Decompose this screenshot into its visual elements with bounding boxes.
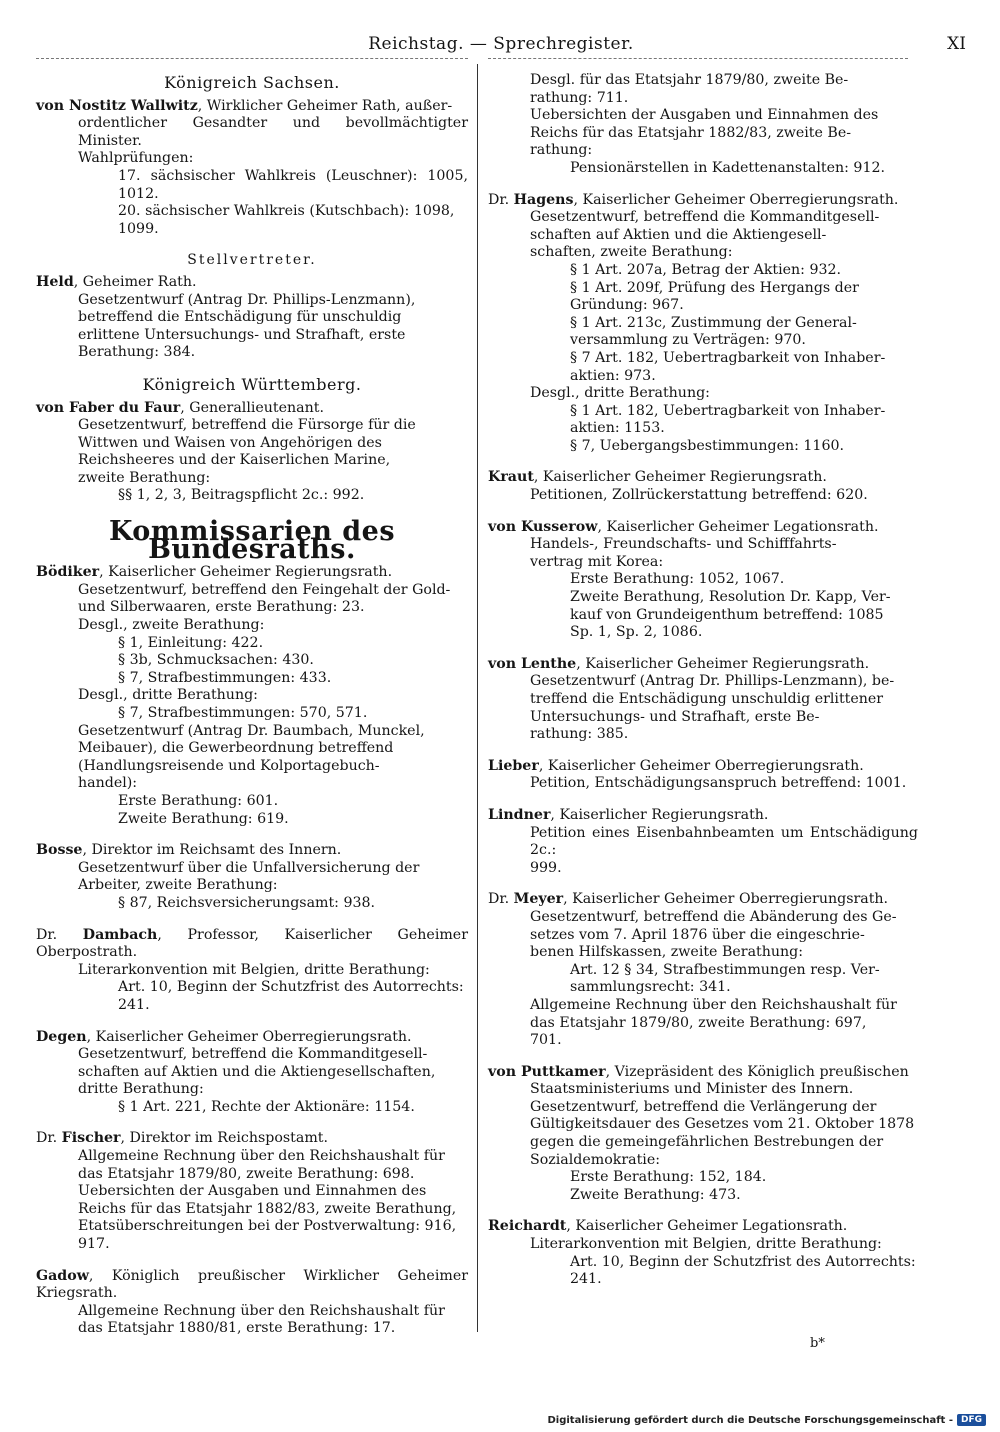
entry-line [36, 1046, 468, 1064]
entry-text: Erste Berathung: 601. [118, 792, 279, 809]
person-name: Reichardt [488, 1218, 567, 1235]
entry-line [488, 244, 918, 262]
entry-text: § 1 Art. 182, Uebertragbarkeit von Inhaber- [570, 402, 886, 419]
entry-line [36, 811, 468, 829]
entry-line [36, 98, 468, 116]
entry-line [488, 192, 918, 210]
entry-text: Gesetzentwurf, betreffend die Verlängerung der [530, 1098, 877, 1115]
entry-text: , Kaiserlicher Geheimer Oberregierungsrath. [563, 891, 889, 908]
entry-line [488, 209, 918, 227]
entry-text: , Geheimer Rath. [73, 273, 197, 290]
entry-text: Meibauer), die Gewerbeordnung betreffend [78, 740, 394, 757]
entry-line [36, 150, 468, 168]
entry-text: treffend die Entschädigung unschuldig erlittener [530, 691, 884, 707]
entry-text: Zweite Berathung, Resolution Dr. Kapp, Ver- [570, 589, 891, 606]
entry-text: § 7, Uebergangsbestimmungen: 1160. [570, 437, 845, 454]
entry-text: , Kaiserlicher Geheimer Legationsrath. [597, 518, 879, 535]
main-heading: Kommissarien des Bundesraths. [108, 516, 396, 565]
entry-line [488, 571, 918, 589]
entry-line [488, 962, 918, 980]
entry-text: Art. 12 § 34, Strafbestimmungen resp. Ver- [570, 961, 880, 978]
entry-line [36, 962, 468, 980]
register-entry [488, 806, 923, 877]
entry-line [36, 979, 468, 997]
entry-line [488, 142, 918, 160]
entry-line [36, 599, 468, 617]
entry-text: kauf von Grundeigenthum betreffend: 1085 [570, 606, 884, 623]
running-title: Reichstag. — Sprechregister. [368, 34, 634, 54]
register-entry [36, 1130, 468, 1253]
title-prefix: Dr. [488, 191, 514, 208]
entry-line [488, 1134, 918, 1152]
entry-line [36, 564, 468, 582]
entry-line [36, 417, 468, 435]
entry-text: Staatsministeriums und Minister des Innern. [530, 1081, 854, 1098]
entry-line [36, 652, 468, 670]
entry-line [36, 487, 468, 505]
entry-line [488, 125, 918, 143]
entry-line [488, 107, 918, 125]
person-name: Held [36, 273, 74, 290]
person-name: von Lenthe [488, 655, 577, 672]
entry-text: schaften auf Aktien und die Aktiengesell- [530, 226, 827, 243]
entry-line [488, 1064, 918, 1082]
entry-line [36, 723, 468, 741]
entry-text: Zweite Berathung: 619. [118, 810, 289, 827]
entry-line [36, 1218, 468, 1236]
entry-text: Gründung: 967. [570, 297, 684, 314]
right-column [488, 72, 923, 1303]
entry-line [488, 656, 918, 674]
person-name: von Kusserow [488, 518, 598, 535]
entry-text: , Wirklicher Geheimer Rath, außer- [197, 97, 453, 114]
entry-line [36, 1099, 468, 1117]
entry-text: und Silberwaaren, erste Berathung: 23. [78, 599, 365, 616]
footer-credit [547, 1414, 986, 1426]
entry-text: , Vizepräsident des Königlich preußischen [605, 1063, 909, 1080]
entry-text: Erste Berathung: 1052, 1067. [570, 571, 785, 588]
register-entry [488, 891, 918, 1049]
entry-line [36, 1148, 468, 1166]
entry-line [488, 262, 918, 280]
entry-line [488, 807, 918, 825]
entry-line [488, 1187, 918, 1205]
entry-text: Literarkonvention mit Belgien, dritte Berathung: [78, 961, 430, 978]
person-name: von Nostitz Wallwitz [36, 97, 198, 114]
entry-text: § 7 Art. 182, Uebertragbarkeit von Inhaber- [570, 349, 886, 366]
person-name: Degen [36, 1028, 87, 1045]
entry-text: das Etatsjahr 1879/80, zweite Berathung: 698. [78, 1165, 415, 1182]
entry-text: schaften auf Aktien und die Aktiengesellschaften, [78, 1063, 436, 1080]
entry-line [488, 691, 918, 709]
register-entry [36, 400, 468, 506]
entry-text: handel): [78, 775, 138, 792]
register-entry [488, 72, 918, 178]
entry-line [36, 1303, 468, 1321]
entry-line [36, 292, 468, 310]
entry-text: § 7, Strafbestimmungen: 433. [118, 669, 332, 686]
register-entry [488, 1218, 918, 1288]
entry-line [488, 624, 918, 642]
register-entry [488, 469, 918, 504]
entry-line [488, 589, 918, 607]
entry-line [36, 115, 473, 150]
entry-line [36, 1029, 468, 1047]
entry-line [488, 368, 918, 386]
entry-text: Petition, Entschädigungsanspruch betreffend: 1001. [530, 775, 907, 792]
title-prefix: Dr. [36, 1130, 62, 1147]
entry-text: Gesetzentwurf, betreffend die Abänderung des Ge- [530, 908, 897, 925]
entry-line [36, 1201, 468, 1219]
entry-line [36, 1166, 468, 1184]
entry-text: 17. sächsischer Wahlkreis (Leuschner): 1005, 1012. [118, 167, 473, 202]
entry-text: sammlungsrecht: 341. [570, 979, 731, 996]
entry-text: , Direktor im Reichsamt des Innern. [82, 842, 342, 859]
entry-line [36, 1267, 473, 1303]
entry-line [488, 1152, 918, 1170]
entry-line [36, 435, 468, 453]
entry-line [488, 350, 918, 368]
entry-line [488, 1032, 918, 1050]
entry-line [36, 635, 468, 653]
entry-line [36, 860, 468, 878]
entry-line [488, 1254, 918, 1272]
entry-text: Erste Berathung: 152, 184. [570, 1169, 767, 1186]
register-entry [488, 758, 918, 793]
entry-line [36, 740, 468, 758]
register-entry [488, 656, 918, 744]
register-entry [36, 564, 468, 828]
entry-line [36, 582, 468, 600]
entry-text: rathung: 385. [530, 726, 629, 743]
entry-line [488, 1169, 918, 1187]
entry-text: Desgl., dritte Berathung: [530, 385, 710, 402]
entry-text: Desgl., zweite Berathung: [78, 617, 265, 634]
entry-text: , Kaiserlicher Geheimer Regierungsrath. [99, 564, 393, 581]
entry-text: Desgl., dritte Berathung: [78, 687, 258, 704]
entry-line [36, 895, 468, 913]
entry-line [488, 469, 918, 487]
entry-line [488, 385, 918, 403]
page-number: XI [947, 34, 966, 54]
entry-text: § 87, Reichsversicherungsamt: 938. [118, 894, 376, 911]
entry-line [488, 673, 918, 691]
entry-line [36, 793, 468, 811]
entry-text: versammlung zu Verträgen: 970. [570, 332, 806, 349]
entry-line [36, 705, 468, 723]
entry-text: § 1 Art. 209f, Prüfung des Hergangs der [570, 279, 859, 296]
person-name: von Puttkamer [488, 1063, 606, 1080]
person-name: Lieber [488, 757, 539, 774]
entry-text: Reichs für das Etatsjahr 1882/83, zweite Be- [530, 124, 852, 141]
entry-text: § 1 Art. 221, Rechte der Aktionäre: 1154. [118, 1098, 415, 1115]
entry-line [36, 167, 473, 203]
entry-line [36, 670, 468, 688]
entry-text: Arbeiter, zweite Berathung: [78, 877, 278, 894]
entry-line [36, 842, 468, 860]
entry-line [488, 315, 918, 333]
entry-line [36, 344, 468, 362]
entry-line [36, 1064, 468, 1082]
entry-line [488, 1271, 918, 1289]
entry-text: Allgemeine Rechnung über den Reichshaushalt für [78, 1148, 445, 1165]
entry-line [36, 400, 468, 418]
entry-text: Wahlprüfungen: [78, 150, 194, 167]
person-name: Bosse [36, 842, 83, 859]
entry-line [488, 297, 918, 315]
entry-line [488, 420, 918, 438]
entry-line [488, 758, 918, 776]
entry-text: Gesetzentwurf, betreffend die Kommanditgesell- [530, 209, 880, 226]
entry-text: Uebersichten der Ausgaben und Einnahmen des [78, 1183, 427, 1200]
entry-line [488, 280, 918, 298]
section-heading: Königreich Sachsen. [164, 73, 340, 92]
entry-line [488, 72, 918, 90]
entry-text: Petitionen, Zollrückerstattung betreffend: 620. [530, 487, 868, 504]
entry-text: 1099. [118, 220, 159, 237]
entry-text: Gesetzentwurf (Antrag Dr. Phillips-Lenzmann), [78, 291, 416, 308]
signature-mark: b* [810, 1336, 825, 1351]
entry-text: das Etatsjahr 1880/81, erste Berathung: 17. [78, 1320, 396, 1337]
entry-line [36, 687, 468, 705]
entry-line [36, 309, 468, 327]
header-rule-left [36, 58, 468, 59]
entry-text: Etatsüberschreitungen bei der Postverwaltung: 916, [78, 1218, 457, 1235]
entry-text: aktien: 1153. [570, 420, 665, 437]
entry-line [36, 1236, 468, 1254]
entry-text: , Direktor im Reichspostamt. [120, 1130, 328, 1147]
entry-line [36, 617, 468, 635]
register-entry [36, 1267, 473, 1338]
register-entry [36, 97, 473, 239]
entry-line [36, 997, 468, 1015]
entry-line [36, 274, 468, 292]
entry-text: Allgemeine Rechnung über den Reichshaushalt für [78, 1302, 445, 1319]
entry-text: das Etatsjahr 1879/80, zweite Berathung: 697, [530, 1014, 867, 1031]
title-prefix: Dr. [488, 891, 514, 908]
entry-text: § 1 Art. 207a, Betrag der Aktien: 932. [570, 261, 842, 278]
entry-line [488, 726, 918, 744]
person-name: von Faber du Faur [36, 399, 181, 416]
person-name: Bödiker [36, 564, 100, 581]
entry-line [488, 536, 918, 554]
entry-text: § 7, Strafbestimmungen: 570, 571. [118, 705, 368, 721]
entry-text: 999. [530, 859, 562, 876]
entry-text: , Kaiserlicher Geheimer Oberregierungsrath. [86, 1028, 412, 1045]
register-entry [36, 842, 468, 912]
entry-text: , Königlich preußischer Wirklicher Geheimer Kriegsrath. [36, 1267, 473, 1302]
entry-line [488, 1218, 918, 1236]
entry-line [488, 927, 918, 945]
entry-text: Gesetzentwurf, betreffend den Feingehalt der Gold- [78, 581, 451, 598]
entry-line [36, 470, 468, 488]
entry-text: rathung: 711. [530, 89, 629, 106]
entry-text: , Generallieutenant. [180, 399, 324, 416]
entry-line [36, 452, 468, 470]
entry-text: betreffend die Entschädigung für unschuldig [78, 309, 402, 326]
entry-line [488, 891, 918, 909]
entry-line [36, 926, 473, 962]
header-rule-right [488, 58, 908, 59]
entry-text: rathung: [530, 142, 593, 159]
person-name: Meyer [513, 891, 564, 908]
entry-line [488, 1236, 918, 1254]
entry-line [36, 327, 468, 345]
footer-text: Digitalisierung gefördert durch die Deutsche Forschungsgemeinschaft - [547, 1414, 953, 1426]
entry-text: Desgl. für das Etatsjahr 1879/80, zweite Be- [530, 72, 849, 88]
entry-line [488, 487, 918, 505]
entry-text: dritte Berathung: [78, 1081, 204, 1098]
person-name: Fischer [61, 1130, 121, 1147]
entry-line [36, 203, 468, 221]
section-heading: Stellvertreter. [187, 252, 317, 269]
entry-text: 241. [570, 1271, 602, 1288]
left-column [36, 72, 473, 1352]
entry-line [488, 332, 918, 350]
person-name: Hagens [513, 191, 574, 208]
entry-line [36, 775, 468, 793]
entry-text: zweite Berathung: [78, 469, 211, 486]
entry-line [488, 1116, 918, 1134]
entry-line [488, 90, 918, 108]
entry-text: Gesetzentwurf über die Unfallversicherung der [78, 859, 420, 876]
entry-text: Gesetzentwurf, betreffend die Kommanditgesell- [78, 1046, 428, 1063]
column-divider [477, 64, 478, 1332]
entry-text: Sozialdemokratie: [530, 1151, 660, 1168]
entry-text: Untersuchungs- und Strafhaft, erste Be- [530, 708, 820, 725]
entry-line [488, 1099, 918, 1117]
register-entry [36, 926, 473, 1015]
entry-text: Art. 10, Beginn der Schutzfrist des Autorrechts: [570, 1253, 916, 1270]
person-name: Kraut [488, 469, 534, 486]
page-header [36, 34, 966, 58]
entry-text: Pensionärstellen in Kadettenanstalten: 912. [570, 159, 886, 176]
entry-text: Wittwen und Waisen von Angehörigen des [78, 434, 382, 451]
entry-text: , Kaiserlicher Geheimer Legationsrath. [566, 1218, 848, 1235]
entry-text: Gesetzentwurf, betreffend die Fürsorge für die [78, 417, 416, 434]
entry-line [488, 554, 918, 572]
entry-text: Literarkonvention mit Belgien, dritte Berathung: [530, 1236, 882, 1253]
entry-text: , Kaiserlicher Geheimer Oberregierungsrath. [538, 757, 864, 774]
entry-text: , Professor, Kaiserlicher Geheimer Oberpostrath. [36, 926, 473, 961]
entry-line [36, 877, 468, 895]
entry-text: (Handlungsreisende und Kolportagebuch- [78, 757, 380, 774]
entry-line [488, 979, 918, 997]
entry-text: § 1, Einleitung: 422. [118, 634, 264, 651]
entry-text: Reichs für das Etatsjahr 1882/83, zweite Berathung, [78, 1200, 457, 1217]
entry-line [36, 221, 468, 239]
entry-text: 20. sächsischer Wahlkreis (Kutschbach): 1098, [118, 203, 455, 220]
entry-text: Gültigkeitsdauer des Gesetzes vom 21. Oktober 1878 [530, 1116, 915, 1133]
entry-line [488, 607, 918, 625]
entry-text: vertrag mit Korea: [530, 553, 664, 570]
entry-line [36, 1081, 468, 1099]
entry-line [36, 1320, 468, 1338]
entry-text: , Kaiserlicher Geheimer Oberregierungsrath. [573, 191, 899, 208]
entry-text: 701. [530, 1032, 562, 1049]
entry-text: gegen die gemeingefährlichen Bestrebungen der [530, 1134, 884, 1151]
entry-text: Allgemeine Rechnung über den Reichshaushalt für [530, 996, 897, 1013]
entry-text: Zweite Berathung: 473. [570, 1186, 741, 1203]
register-entry [488, 192, 918, 456]
entry-text: Gesetzentwurf (Antrag Dr. Baumbach, Munckel, [78, 722, 425, 739]
entry-line [488, 860, 918, 878]
entry-text: , Kaiserlicher Geheimer Regierungsrath. [533, 469, 827, 486]
entry-text: Petition eines Eisenbahnbeamten um Entschädigung 2c.: [530, 824, 923, 859]
person-name: Gadow [36, 1267, 89, 1284]
entry-line [488, 909, 918, 927]
title-prefix: Dr. [36, 926, 83, 943]
register-entry [36, 1029, 468, 1117]
entry-line [488, 519, 918, 537]
register-entry [488, 519, 918, 642]
entry-text: §§ 1, 2, 3, Beitragspflicht 2c.: 992. [118, 487, 365, 504]
entry-text: Gesetzentwurf (Antrag Dr. Phillips-Lenzmann), be- [530, 673, 895, 690]
entry-text: Sp. 1, Sp. 2, 1086. [570, 624, 703, 641]
entry-line [488, 824, 923, 860]
entry-line [488, 438, 918, 456]
entry-line [488, 1081, 918, 1099]
entry-line [488, 160, 918, 178]
entry-text: benen Hilfskassen, zweite Berathung: [530, 944, 804, 961]
entry-text: 917. [78, 1236, 110, 1253]
entry-text: Berathung: 384. [78, 344, 196, 361]
entry-text: erlittene Untersuchungs- und Strafhaft, erste [78, 326, 406, 343]
entry-text: ordentlicher Gesandter und bevollmächtigter Minister. [78, 115, 473, 149]
dfg-logo: DFG [957, 1414, 986, 1426]
entry-text: aktien: 973. [570, 367, 656, 384]
entry-line [488, 403, 918, 421]
register-entry [488, 1064, 918, 1205]
entry-text: Reichsheeres und der Kaiserlichen Marine, [78, 452, 391, 469]
entry-text: , Kaiserlicher Regierungsrath. [550, 806, 769, 823]
entry-line [488, 1015, 918, 1033]
entry-text: schaften, zweite Berathung: [530, 244, 733, 261]
entry-line [488, 997, 918, 1015]
entry-line [488, 775, 918, 793]
entry-text: 241. [118, 996, 150, 1013]
entry-line [488, 944, 918, 962]
entry-line [36, 758, 468, 776]
entry-text: § 1 Art. 213c, Zustimmung der General- [570, 314, 857, 331]
register-entry [36, 274, 468, 362]
entry-text: , Kaiserlicher Geheimer Regierungsrath. [576, 655, 870, 672]
entry-line [36, 1130, 468, 1148]
person-name: Dambach [82, 926, 158, 943]
entry-text: Uebersichten der Ausgaben und Einnahmen des [530, 107, 879, 124]
person-name: Lindner [488, 806, 551, 823]
entry-text: Art. 10, Beginn der Schutzfrist des Autorrechts: [118, 979, 464, 996]
section-heading: Königreich Württemberg. [142, 374, 362, 394]
entry-line [488, 709, 918, 727]
entry-line [36, 1183, 468, 1201]
entry-text: setzes vom 7. April 1876 über die eingeschrie- [530, 926, 865, 943]
entry-text: § 3b, Schmucksachen: 430. [118, 652, 314, 669]
entry-line [488, 227, 918, 245]
entry-text: Handels-, Freundschafts- und Schifffahrts- [530, 536, 837, 553]
